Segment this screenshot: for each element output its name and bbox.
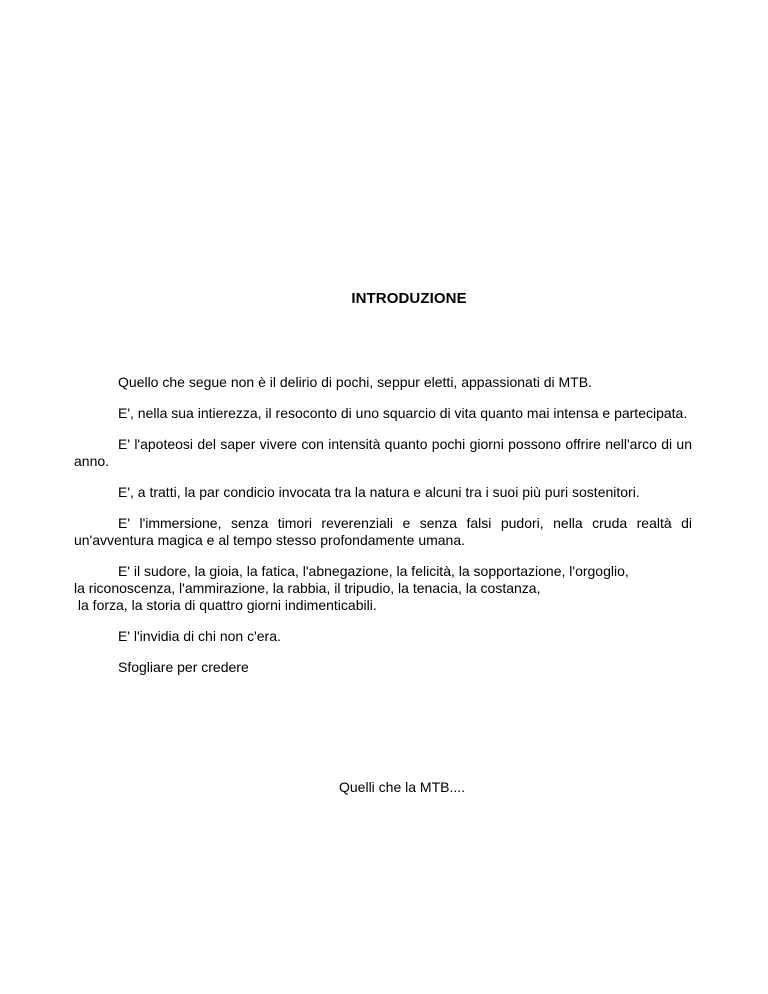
paragraph-2: E', nella sua intierezza, il resoconto di uno squarcio di vita quanto mai intensa e partecipata. [118, 405, 688, 421]
page-title: INTRODUZIONE [351, 290, 467, 307]
paragraph-5: E' l'immersione, senza timori reverenziali e senza falsi pudori, nella cruda realtà di un'avventura magica e al tempo stesso profondamente umana. [74, 515, 692, 548]
signature: Quelli che la MTB.... [339, 779, 466, 795]
paragraph-6-line-1: E' il sudore, la gioia, la fatica, l'abnegazione, la felicità, la sopportazione, l'orgoglio, [118, 563, 629, 579]
paragraph-6 [74, 563, 692, 614]
paragraph-6-line-3: la forza, la storia di quattro giorni indimenticabili. [74, 597, 377, 613]
paragraph-6-line-2: la riconoscenza, l'ammirazione, la rabbia, il tripudio, la tenacia, la costanza, [74, 580, 541, 596]
paragraph-7: E' l'invidia di chi non c'era. [118, 628, 281, 644]
paragraph-1: Quello che segue non è il delirio di pochi, seppur eletti, appassionati di MTB. [118, 374, 592, 390]
paragraph-4: E', a tratti, la par condicio invocata tra la natura e alcuni tra i suoi più puri sostenitori. [118, 484, 640, 500]
document-body [74, 374, 692, 690]
paragraph-3: E' l'apoteosi del saper vivere con intensità quanto pochi giorni possono offrire nell'arco di un anno. [74, 436, 692, 469]
paragraph-8: Sfogliare per credere [118, 659, 249, 675]
